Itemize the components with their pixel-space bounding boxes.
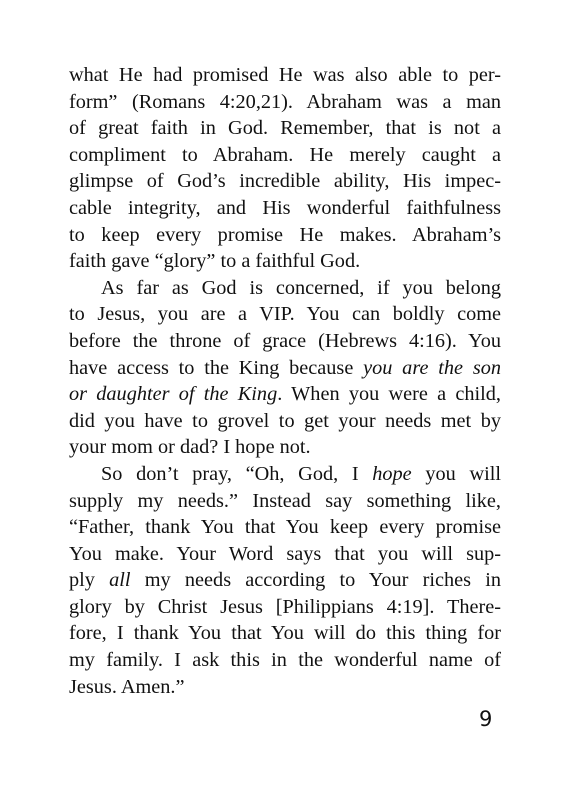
text-line (69, 142, 501, 169)
italic-text-segment: all (109, 569, 131, 592)
text-segment: cable integrity, and His wonderful faithfulness (69, 196, 501, 219)
text-segment: You make. Your Word says that you will sup- (69, 542, 501, 565)
text-line (69, 488, 501, 515)
text-segment: faith gave “glory” to a faithful God. (69, 250, 361, 273)
text-segment: my needs according to Your riches in (130, 569, 501, 592)
text-line (69, 408, 501, 435)
text-segment: what He had promised He was also able to per- (69, 64, 501, 86)
text-line (69, 89, 501, 116)
page-number: 9 (479, 707, 493, 731)
text-line (69, 461, 501, 488)
italic-text-segment: hope (372, 462, 412, 485)
text-segment: glimpse of God’s incredible ability, His impec- (69, 170, 501, 193)
text-segment: to Jesus, you are a VIP. You can boldly come (69, 303, 501, 326)
text-segment: So don’t pray, “Oh, God, I (101, 462, 373, 485)
text-segment: did you have to grovel to get your needs met by (69, 409, 501, 432)
text-line (69, 222, 501, 249)
text-segment: have access to the King because (69, 356, 364, 379)
text-segment: your mom or dad? I hope not. (69, 436, 311, 459)
text-segment: before the throne of grace (Hebrews 4:16). You (69, 329, 501, 352)
text-segment: you will (411, 462, 501, 485)
text-line (69, 248, 501, 275)
text-line (69, 434, 501, 461)
paragraph (69, 62, 501, 275)
text-segment: ply (69, 569, 110, 592)
text-line (69, 620, 501, 647)
body-text (69, 62, 501, 700)
text-segment: supply my needs.” Instead say something like, (69, 489, 501, 512)
text-segment: compliment to Abraham. He merely caught a (69, 143, 501, 166)
paragraph (69, 275, 501, 461)
text-line (69, 541, 501, 568)
text-segment: fore, I thank You that You will do this thing for (69, 622, 501, 645)
text-segment: of great faith in God. Remember, that is not a (69, 117, 501, 140)
italic-text-segment: you are the son (363, 356, 501, 379)
text-line (69, 328, 501, 355)
text-line (69, 115, 501, 142)
text-line (69, 647, 501, 674)
text-line (69, 275, 501, 302)
italic-text-segment: or daughter of the King (69, 383, 278, 406)
text-segment: As far as God is concerned, if you belong (101, 276, 501, 299)
text-segment: my family. I ask this in the wonderful name of (69, 649, 501, 672)
text-line (69, 301, 501, 328)
text-line (69, 674, 501, 701)
text-segment: glory by Christ Jesus [Philippians 4:19]. There- (69, 595, 501, 618)
text-line (69, 514, 501, 541)
text-line (69, 168, 501, 195)
text-segment: . When you were a child, (277, 383, 501, 406)
text-segment: Jesus. Amen.” (69, 675, 185, 698)
text-line (69, 195, 501, 222)
text-segment: form” (Romans 4:20,21). Abraham was a man (69, 90, 501, 113)
text-line (69, 62, 501, 89)
text-line (69, 381, 501, 408)
text-line (69, 355, 501, 382)
text-line (69, 567, 501, 594)
text-line (69, 594, 501, 621)
text-segment: to keep every promise He makes. Abraham’s (69, 223, 501, 246)
text-segment: “Father, thank You that You keep every promise (69, 516, 501, 539)
paragraph (69, 461, 501, 700)
